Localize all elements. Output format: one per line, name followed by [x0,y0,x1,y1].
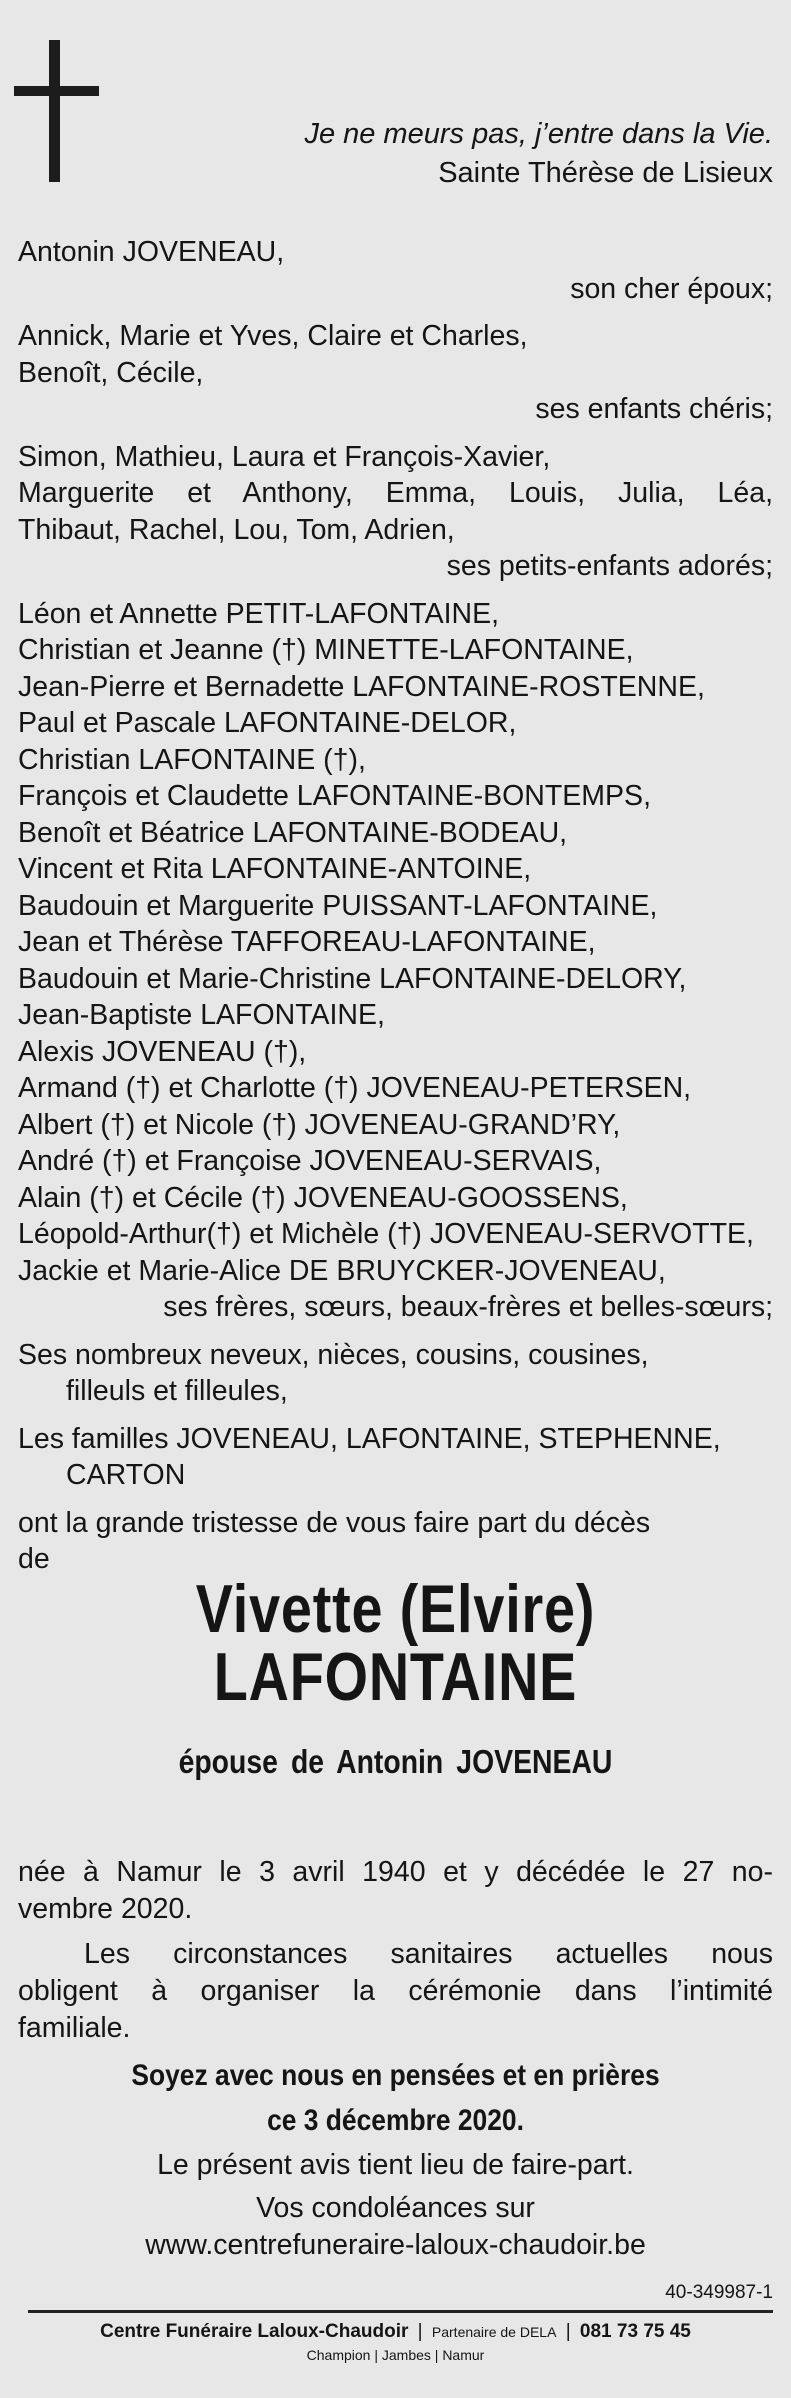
deceased-surname: LAFONTAINE [213,1639,578,1715]
condolences-line: Vos condoléances sur [256,2192,535,2224]
sibling-line: Jean-Baptiste LAFONTAINE, [18,999,385,1031]
siblings-role: ses frères, sœurs, beaux-frères et belles-sœurs; [163,1291,773,1323]
deceased-spouse: épouse de Antonin JOVENEAU [178,1743,613,1780]
footer-separator: | [417,2321,423,2342]
families-line: CARTON [66,1459,186,1491]
family-list [18,234,773,1578]
details-block [18,1854,773,2264]
grandchildren-line: Marguerite et Anthony, Emma, Louis, Julia, Léa, [18,477,773,509]
together-date: ce 3 décembre 2020. [267,2104,524,2137]
footer-divider [28,2310,773,2313]
announcement-line: de [18,1543,50,1575]
circumstances-line: obligent à organiser la cérémonie dans l’intimité [18,1975,773,2007]
quote-block [304,115,773,193]
sibling-line: Alain (†) et Cécile (†) JOVENEAU-GOOSSENS, [18,1181,628,1214]
sibling-line: Benoît et Béatrice LAFONTAINE-BODEAU, [18,816,568,849]
locations: Champion | Jambes | Namur [306,2347,485,2363]
phone-number: 081 73 75 45 [579,2321,691,2342]
footer-separator: | [565,2321,571,2342]
circumstances-line: familiale. [18,2012,131,2044]
nephews-line: Ses nombreux neveux, nièces, cousins, cousines, [18,1338,649,1371]
spouse-role: son cher époux; [570,272,773,305]
birth-line: vembre 2020. [18,1893,193,1925]
children-role: ses enfants chéris; [535,393,773,425]
children-line: Annick, Marie et Yves, Claire et Charles, [18,320,528,352]
sibling-line: André (†) et Françoise JOVENEAU-SERVAIS, [18,1145,602,1177]
announcement-line: ont la grande tristesse de vous faire part du décès [18,1506,651,1539]
deceased-name: Vivette (Elvire) [195,1571,596,1647]
families-line: Les familles JOVENEAU, LAFONTAINE, STEPHENNE, [18,1422,721,1455]
grandchildren-role: ses petits-enfants adorés; [446,550,773,582]
sibling-line: Jean-Pierre et Bernadette LAFONTAINE-ROSTENNE, [18,670,705,703]
sibling-line: Baudouin et Marie-Christine LAFONTAINE-DELORY, [18,962,687,995]
spouse-name: Antonin JOVENEAU, [18,236,285,268]
sibling-line: Baudouin et Marguerite PUISSANT-LAFONTAINE, [18,889,658,922]
deceased-block [0,1571,791,1781]
sibling-line: Christian LAFONTAINE (†), [18,743,366,776]
notice-line: Le présent avis tient lieu de faire-part. [157,2149,634,2181]
together-line: Soyez avec nous en pensées et en prières [131,2059,660,2092]
cross-icon-bar [14,86,99,96]
cross-icon [49,40,60,182]
children-line: Benoît, Cécile, [18,356,204,389]
sibling-line: Paul et Pascale LAFONTAINE-DELOR, [18,707,517,739]
sibling-line: Christian et Jeanne (†) MINETTE-LAFONTAINE, [18,634,634,666]
footer [0,2321,791,2363]
birth-line: née à Namur le 3 avril 1940 et y décédée le 27 no- [18,1856,773,1888]
quote-text: Je ne meurs pas, j’entre dans la Vie. [304,118,773,150]
nephews-line: filleuls et filleules, [66,1375,288,1407]
sibling-line: Albert (†) et Nicole (†) JOVENEAU-GRAND’RY, [18,1108,621,1141]
sibling-line: Jean et Thérèse TAFFOREAU-LAFONTAINE, [18,926,596,958]
sibling-line: François et Claudette LAFONTAINE-BONTEMPS, [18,780,651,812]
website-link[interactable]: www.centrefuneraire-laloux-chaudoir.be [145,2229,646,2261]
partner-text: Partenaire de DELA [431,2324,557,2340]
grandchildren-line: Thibaut, Rachel, Lou, Tom, Adrien, [18,513,455,546]
reference-number: 40-349987-1 [665,2282,773,2303]
sibling-line: Léopold-Arthur(†) et Michèle (†) JOVENEAU-SERVOTTE, [18,1218,754,1250]
funeral-center-name: Centre Funéraire Laloux-Chaudoir [100,2321,409,2342]
sibling-line: Jackie et Marie-Alice DE BRUYCKER-JOVENEAU, [18,1254,666,1287]
sibling-line: Alexis JOVENEAU (†), [18,1035,307,1068]
quote-author: Sainte Thérèse de Lisieux [438,157,773,189]
siblings-list [18,596,773,1290]
sibling-line: Armand (†) et Charlotte (†) JOVENEAU-PETERSEN, [18,1072,692,1104]
circumstances-line: Les circonstances sanitaires actuelles nous [84,1938,773,1970]
sibling-line: Vincent et Rita LAFONTAINE-ANTOINE, [18,853,532,885]
grandchildren-line: Simon, Mathieu, Laura et François-Xavier, [18,440,551,473]
sibling-line: Léon et Annette PETIT-LAFONTAINE, [18,597,500,630]
